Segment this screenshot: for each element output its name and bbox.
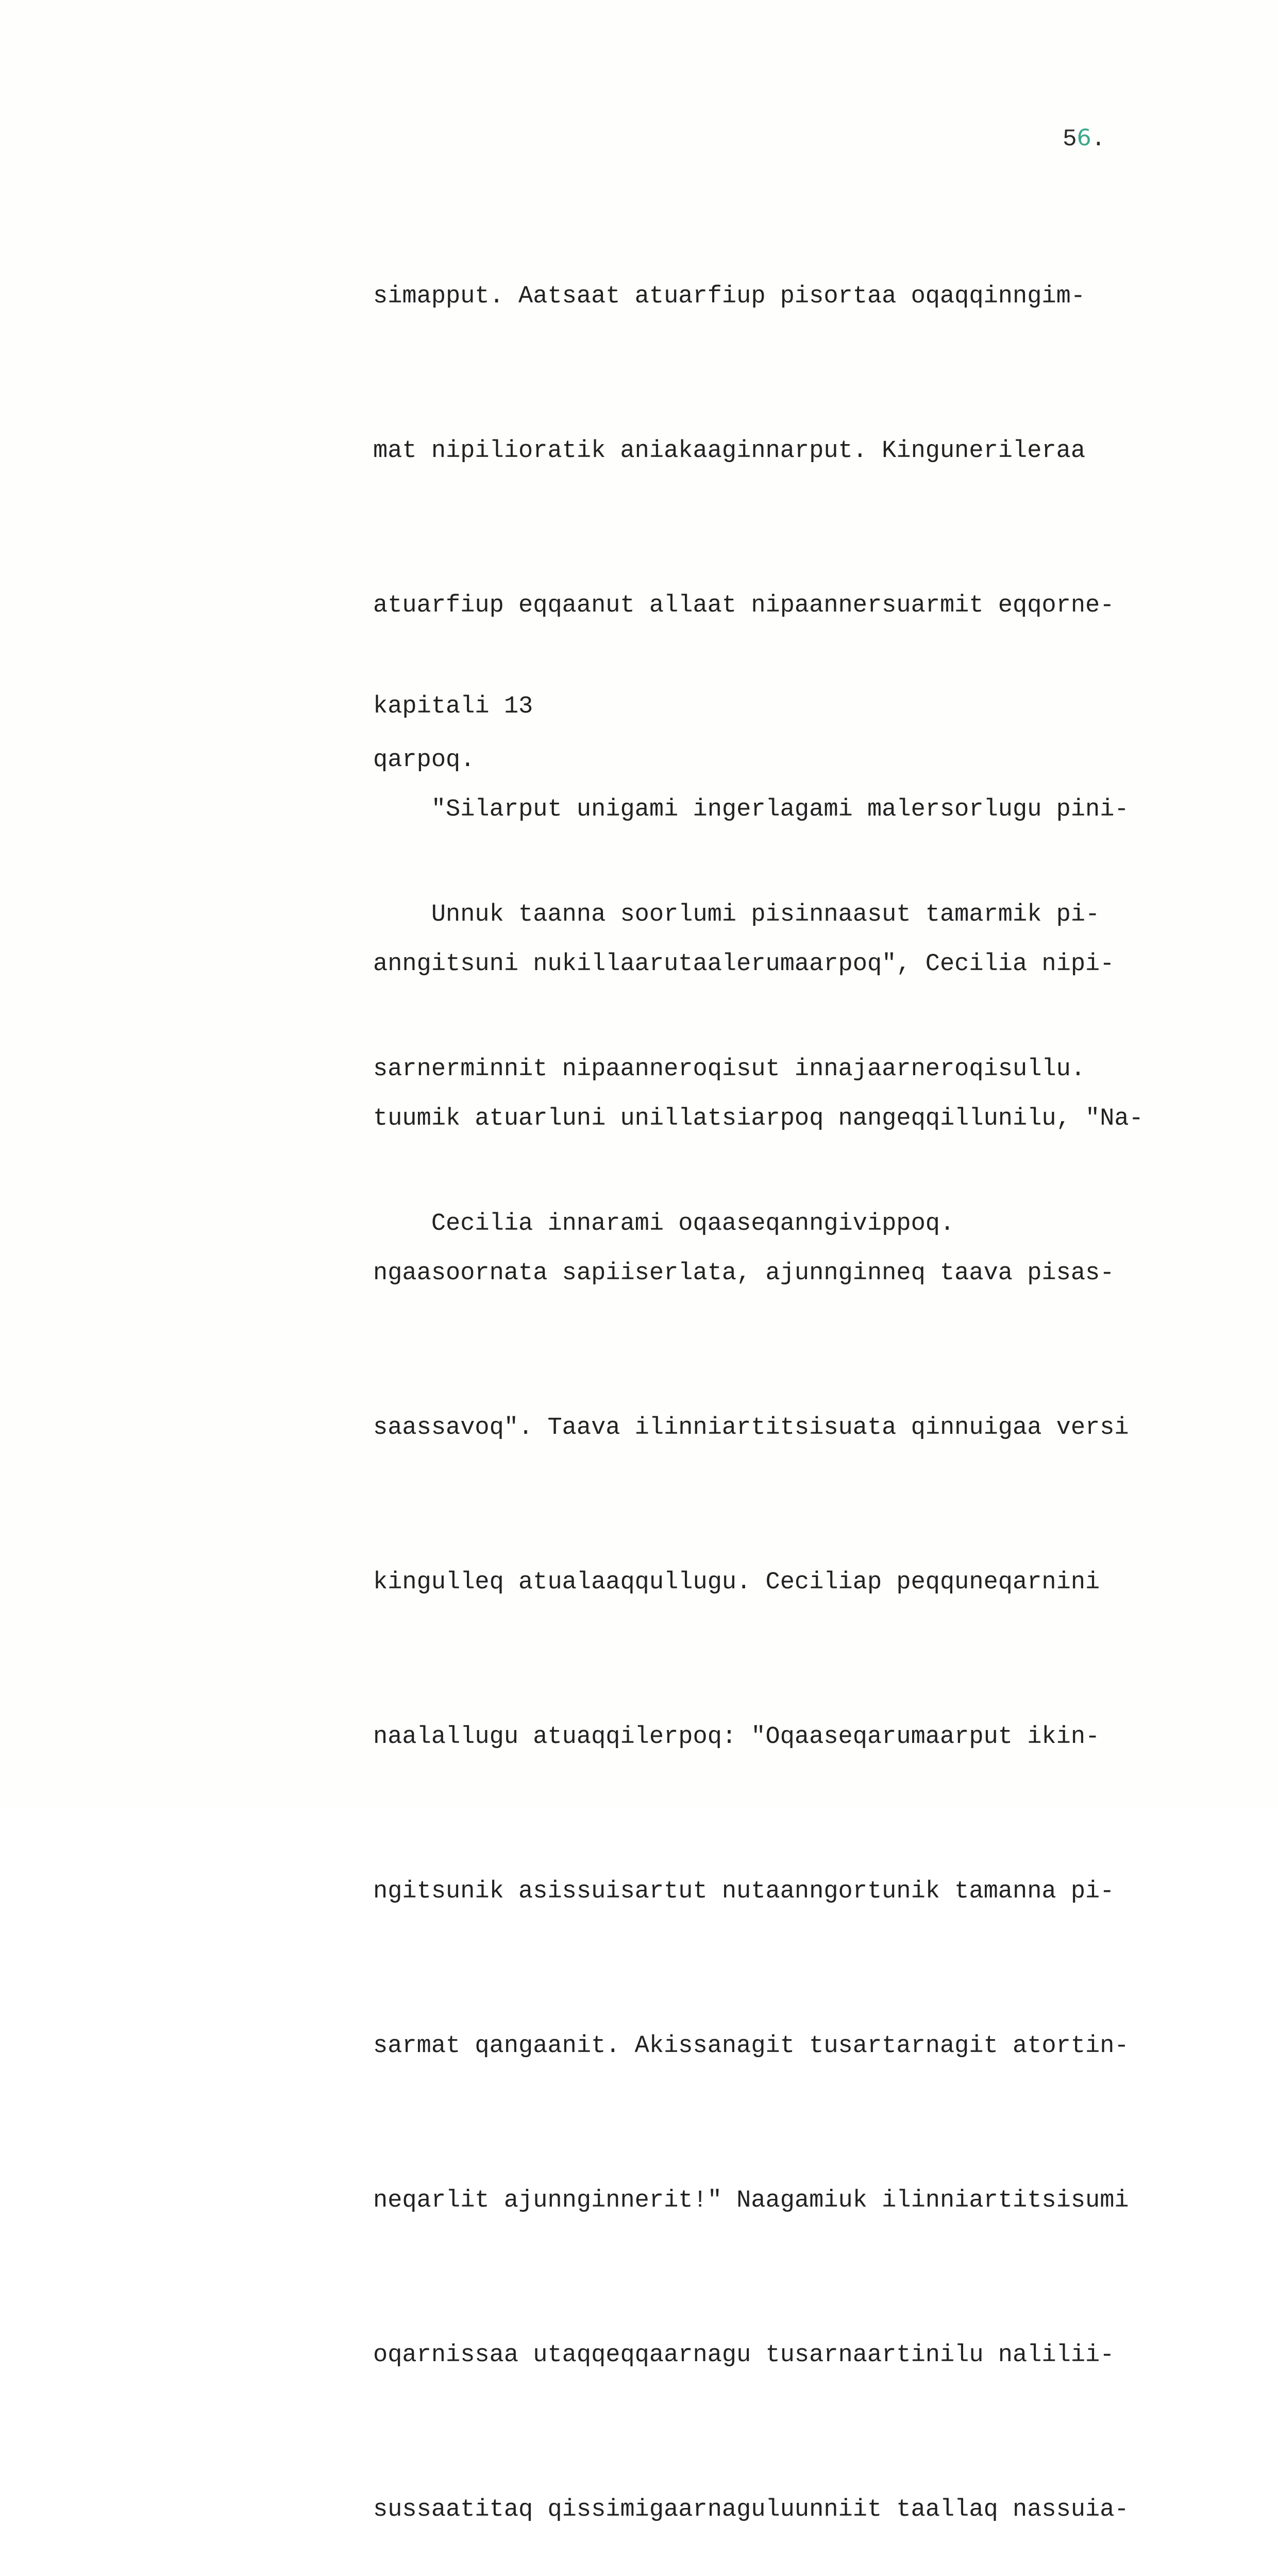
- text-line: "Silarput unigami ingerlagami malersorlugu pini-: [373, 796, 1129, 823]
- text-line: qarpoq.: [373, 747, 475, 774]
- text-line: ngitsunik asissuisartut nutaanngortunik tamanna pi-: [373, 1878, 1115, 1905]
- text-line: saassavoq". Taava ilinniartitsisuata qinnuigaa versi: [373, 1414, 1129, 1442]
- text-line: Unnuk taanna soorlumi pisinnaasut tamarmik pi-: [373, 901, 1100, 928]
- text-line: mat nipilioratik aniakaaginnarput. Kingunerileraa: [373, 437, 1086, 465]
- text-line: oqarnissaa utaqqeqqaarnagu tusarnaartinilu nalilii-: [373, 2342, 1115, 2369]
- text-line: neqarlit ajunnginnerit!" Naagamiuk ilinniartitsisumi: [373, 2187, 1129, 2214]
- text-line: ngaasoornata sapiiserlata, ajunnginneq taava pisas-: [373, 1260, 1115, 1287]
- text-line: atuarfiup eqqaanut allaat nipaannersuarmit eqqorne-: [373, 592, 1115, 619]
- text-line: sussaatitaq qissimigaarnaguluunniit taallaq nassuia-: [373, 2496, 1129, 2523]
- text-line: simapput. Aatsaat atuarfiup pisortaa oqaqqinngim-: [373, 283, 1086, 310]
- page-number-handwritten: 6: [1077, 125, 1091, 151]
- text-line: Cecilia innarami oqaaseqanngivippoq.: [373, 1210, 955, 1238]
- page-number-printed: 5: [1063, 126, 1077, 152]
- text-line: naalallugu atuaqqilerpoq: "Oqaaseqarumaarput ikin-: [373, 1723, 1100, 1751]
- text-line: sarmat qangaanit. Akissanagit tusartarnagit atortin-: [373, 2032, 1129, 2060]
- paragraph-block-2: [373, 681, 1208, 2576]
- text-line: anngitsuni nukillaarutaalerumaarpoq", Cecilia nipi-: [373, 951, 1115, 978]
- page-number: [1063, 125, 1105, 152]
- text-line: kingulleq atualaaqqullugu. Ceciliap peqquneqarnini: [373, 1569, 1100, 1596]
- text-line: tuumik atuarluni unillatsiarpoq nangeqqillunilu, "Na-: [373, 1105, 1144, 1132]
- text-line: sarnerminnit nipaanneroqisut innajaarneroqisullu.: [373, 1056, 1086, 1083]
- page-number-suffix: .: [1091, 126, 1106, 152]
- chapter-title: kapitali 13: [373, 693, 533, 720]
